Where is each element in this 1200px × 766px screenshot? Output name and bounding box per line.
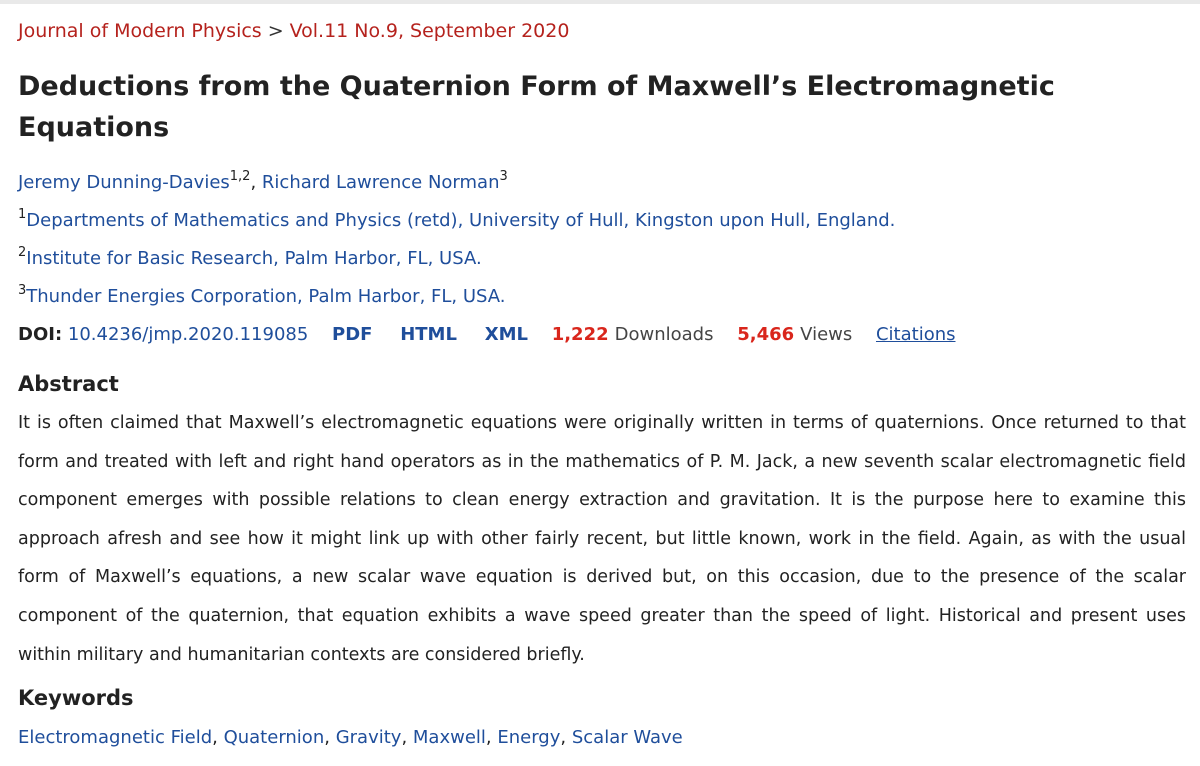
- affiliation-2: [18, 245, 482, 269]
- keyword-link[interactable]: Electromagnetic Field: [18, 727, 213, 748]
- keyword-link[interactable]: Gravity: [335, 727, 402, 748]
- author-affiliation-ref: 3: [499, 169, 508, 184]
- abstract-heading: Abstract: [18, 372, 119, 396]
- downloads-count: 1,222: [551, 324, 609, 345]
- keyword-link[interactable]: Quaternion: [223, 727, 325, 748]
- author-link-dunning-davies[interactable]: Jeremy Dunning-Davies: [18, 172, 230, 193]
- breadcrumb-issue-link[interactable]: Vol.11 No.9, September 2020: [289, 20, 570, 42]
- keyword-separator: ,: [401, 727, 413, 748]
- breadcrumb-separator: >: [267, 20, 284, 42]
- affiliation-number: 1: [18, 207, 27, 222]
- keyword-link[interactable]: Scalar Wave: [571, 727, 683, 748]
- keywords-heading: Keywords: [18, 686, 134, 710]
- citations-link[interactable]: Citations: [875, 324, 956, 345]
- keyword-separator: ,: [324, 727, 336, 748]
- affiliation-link[interactable]: Institute for Basic Research, Palm Harbor, FL, USA.: [26, 248, 482, 269]
- abstract-text: It is often claimed that Maxwell’s electromagnetic equations were originally written in terms of quaternions. Once returned to that form and treated with left and right hand operators as in the mathematics of P. M. Jack, a new seventh scalar electromagnetic field component emerges with possible relations to clean energy extraction and gravitation. It is the purpose here to examine this approach afresh and see how it might link up with other fairly recent, but little known, work in the field. Again, as with the usual form of Maxwell’s equations, a new scalar wave equation is derived but, on this occasion, due to the presence of the scalar component of the quaternion, that equation exhibits a wave speed greater than the speed of light. Historical and present uses within military and humanitarian contexts are considered briefly.: [18, 413, 1186, 665]
- downloads-label: Downloads: [614, 324, 714, 345]
- author-link-norman[interactable]: Richard Lawrence Norman: [261, 172, 500, 193]
- affiliation-number: 2: [18, 245, 27, 260]
- affiliation-number: 3: [18, 283, 27, 298]
- breadcrumb: [18, 20, 569, 42]
- pdf-link[interactable]: PDF: [332, 324, 373, 345]
- affiliation-3: [18, 283, 506, 307]
- affiliation-link[interactable]: Thunder Energies Corporation, Palm Harbor, FL, USA.: [26, 286, 506, 307]
- views-count: 5,466: [737, 324, 795, 345]
- breadcrumb-journal-link[interactable]: Journal of Modern Physics: [18, 20, 262, 42]
- keyword-separator: ,: [485, 727, 498, 748]
- keywords-list: [18, 727, 683, 748]
- doi-metrics-bar: [18, 324, 956, 345]
- affiliation-1: [18, 207, 896, 231]
- article-title: Deductions from the Quaternion Form of Maxwell’s Electromagnetic Equations: [18, 71, 1055, 143]
- keyword-separator: ,: [212, 727, 224, 748]
- author-list: [18, 169, 508, 193]
- affiliation-link[interactable]: Departments of Mathematics and Physics (retd), University of Hull, Kingston upon Hull, England.: [26, 210, 896, 231]
- author-affiliation-ref: 1,2: [229, 169, 251, 184]
- keyword-link[interactable]: Maxwell: [412, 727, 486, 748]
- keyword-link[interactable]: Energy: [497, 727, 561, 748]
- doi-label: DOI:: [18, 324, 63, 345]
- keyword-separator: ,: [560, 727, 572, 748]
- views-label: Views: [800, 324, 853, 345]
- html-link[interactable]: HTML: [400, 324, 457, 345]
- top-divider: [0, 0, 1200, 4]
- doi-link[interactable]: 10.4236/jmp.2020.119085: [67, 324, 309, 345]
- xml-link[interactable]: XML: [484, 324, 528, 345]
- author-separator: ,: [250, 172, 262, 193]
